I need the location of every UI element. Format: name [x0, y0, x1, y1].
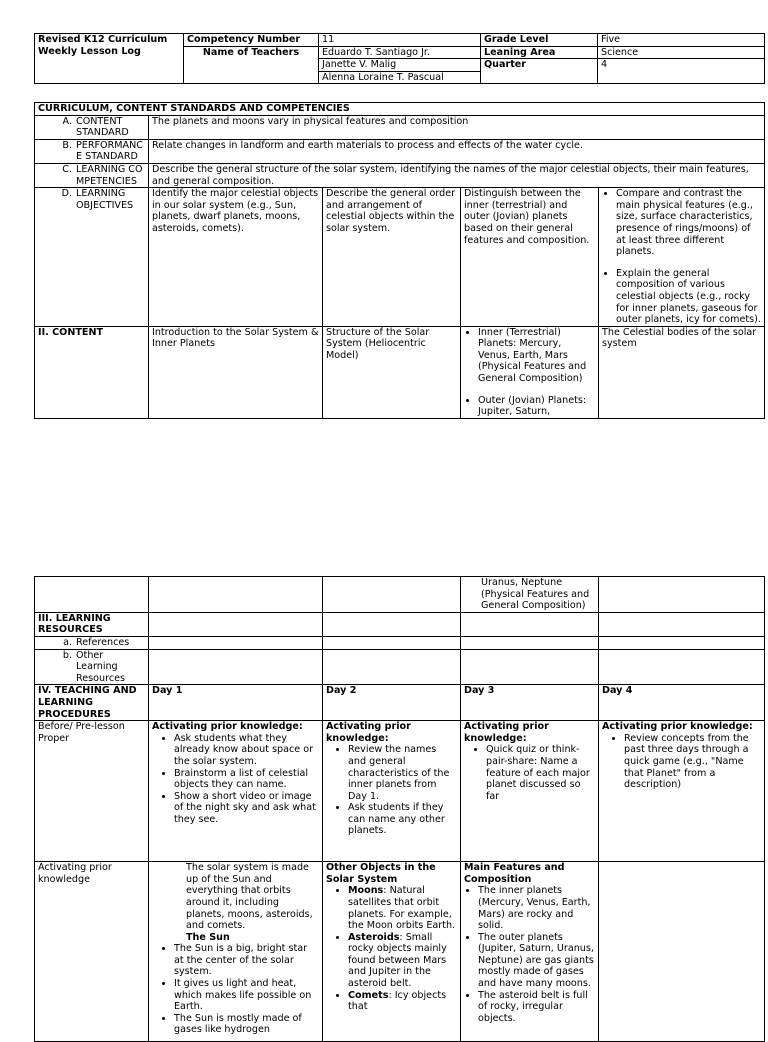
teacher-name: Janette V. Malig: [322, 59, 397, 71]
teachers-label: Name of Teachers: [184, 46, 319, 84]
activity-heading: Activating prior knowledge:: [464, 721, 549, 744]
empty-cell: [323, 577, 461, 613]
term: Moons: [348, 885, 384, 897]
content-4: The Celestial bodies of the solar system: [599, 326, 765, 418]
term: Asteroids: [348, 931, 400, 943]
definition: : Natural satellites that orbit planets. For example, the Moon orbits Earth.: [348, 885, 456, 932]
day1-intro: The solar system is made up of the Sun and everything that orbits around it, including planets, moons, asteroids, and comets.: [186, 862, 313, 932]
content-1: Introduction to the Solar System & Inner Planets: [149, 326, 323, 418]
area-value: Science: [598, 46, 765, 59]
empty-cell: [35, 577, 149, 613]
activity-bullet: • Show a short video or image of the night sky and ask what they see.: [174, 791, 319, 826]
day3-activating: [461, 862, 599, 1042]
objective-3: Distinguish between the inner (terrestrial) and outer (Jovian) planets based on their general features and composition.: [461, 188, 599, 327]
quarter-value: 4: [598, 59, 765, 84]
item-letter: C.: [62, 163, 72, 175]
competency-label: Competency Number: [184, 34, 319, 47]
other-objects-heading: Other Objects in the Solar System: [326, 862, 436, 885]
content-continued: Uranus, Neptune (Physical Features and General Composition): [461, 577, 599, 613]
sun-heading: The Sun: [186, 931, 230, 943]
activity-heading: Activating prior knowledge:: [602, 721, 753, 733]
activity-bullet: • Ask students what they already know about space or the solar system.: [174, 733, 319, 768]
item-letter: b.: [62, 649, 72, 661]
activity-bullet: • Review concepts from the past three days through a quick game (e.g., "Name that Planet" from a description): [624, 733, 761, 791]
grade-label: Grade Level: [481, 34, 598, 47]
day-header: Day 1: [149, 685, 323, 721]
grade-value: Five: [598, 34, 765, 47]
objective-1: Identify the major celestial objects in our solar system (e.g., Sun, planets, dwarf planets, moons, asteroids, comets).: [149, 188, 323, 327]
activating-label: Activating prior knowledge: [35, 862, 149, 1042]
learning-competencies-label: [35, 163, 149, 187]
procedures-label: IV. TEACHING AND LEARNING PROCEDURES: [35, 685, 149, 721]
day3-pre-lesson: [461, 721, 599, 862]
features-heading: Main Features and Composition: [464, 862, 565, 885]
label-text: LEARNING COMPETENCIES: [76, 163, 143, 187]
day-header: Day 2: [323, 685, 461, 721]
quarter-label: Quarter: [481, 59, 598, 84]
competency-value: 11: [319, 34, 481, 47]
activity-bullet: • Ask students if they can name any other planets.: [348, 802, 457, 837]
day4-pre-lesson: [599, 721, 765, 862]
content-label: II. CONTENT: [35, 326, 149, 418]
references-label: [35, 636, 149, 649]
empty-cell: [599, 577, 765, 613]
content-3: [461, 326, 599, 418]
objective-2: Describe the general order and arrangement of celestial objects within the solar system.: [323, 188, 461, 327]
item-letter: a.: [63, 636, 72, 648]
activity-bullet: • Review the names and general characteristics of the inner planets from Day 1.: [348, 744, 457, 802]
teacher-name: [319, 59, 481, 84]
term: Comets: [348, 989, 389, 1001]
teacher-name: Eduardo T. Santiago Jr.: [319, 46, 481, 59]
lesson-table-part-2: [34, 576, 765, 1042]
lesson-table-part-1: [34, 102, 765, 419]
item-letter: D.: [61, 188, 72, 200]
item-letter: B.: [62, 139, 72, 151]
label-text: References: [76, 636, 130, 648]
doc-title-line-2: Weekly Lesson Log: [38, 45, 141, 57]
activity-bullet: • Quick quiz or think-pair-share: Name a feature of each major planet discussed so far: [486, 744, 595, 802]
day1-activating: [149, 862, 323, 1042]
header-table: [34, 33, 765, 84]
day-header: Day 3: [461, 685, 599, 721]
activity-bullet: [348, 990, 457, 1013]
learning-competencies-value: Describe the general structure of the solar system, identifying the names of the major celestial objects, their main features, and general composition.: [149, 163, 765, 187]
label-text: Other Learning Resources: [76, 649, 125, 684]
day2-activating: [323, 862, 461, 1042]
ccc-heading: CURRICULUM, CONTENT STANDARDS AND COMPETENCIES: [35, 103, 765, 116]
content-bullet: • Outer (Jovian) Planets: Jupiter, Saturn,: [478, 395, 595, 418]
day-header: Day 4: [599, 685, 765, 721]
content-2: Structure of the Solar System (Heliocentric Model): [323, 326, 461, 418]
content-bullet: • Inner (Terrestrial) Planets: Mercury, Venus, Earth, Mars (Physical Features and General Composition): [478, 327, 595, 385]
definition: : Icy objects that: [348, 989, 447, 1013]
item-letter: A.: [62, 115, 72, 127]
activity-bullet: • The asteroid belt is full of rocky, irregular objects.: [478, 990, 595, 1025]
objective-bullet: • Explain the general composition of various celestial objects (e.g., rocky for inner planets, gaseous for outer planets, icy for comets).: [616, 268, 761, 326]
objective-bullet: • Compare and contrast the main physical features (e.g., size, surface characteristics, presence of rings/moons) of at least three different planets.: [616, 188, 761, 258]
day2-pre-lesson: [323, 721, 461, 862]
label-text: PERFORMANCE STANDARD: [76, 139, 143, 163]
day4-activating: [599, 862, 765, 1042]
learning-objectives-label: [35, 188, 149, 327]
activity-bullet: • The inner planets (Mercury, Venus, Earth, Mars) are rocky and solid.: [478, 885, 595, 931]
activity-bullet: • The outer planets (Jupiter, Saturn, Uranus, Neptune) are gas giants mostly made of gases and have many moons.: [478, 932, 595, 990]
other-resources-label: [35, 649, 149, 685]
doc-title: [35, 34, 184, 84]
label-text: CONTENT STANDARD: [76, 115, 129, 139]
pre-lesson-label: Before/ Pre-lesson Proper: [35, 721, 149, 862]
doc-title-line-1: Revised K12 Curriculum: [38, 34, 168, 45]
activity-heading: Activating prior knowledge:: [326, 721, 411, 744]
teacher-name: Alenna Loraine T. Pascual: [319, 71, 480, 84]
activity-bullet: [348, 885, 457, 931]
empty-cell: [149, 577, 323, 613]
activity-bullet: • It gives us light and heat, which makes life possible on Earth.: [174, 978, 319, 1013]
performance-standard-value: Relate changes in landform and earth materials to process and effects of the water cycle.: [149, 139, 765, 163]
day1-pre-lesson: [149, 721, 323, 862]
performance-standard-label: [35, 139, 149, 163]
activity-bullet: • The Sun is a big, bright star at the center of the solar system.: [174, 943, 319, 978]
activity-bullet: • The Sun is mostly made of gases like hydrogen: [174, 1013, 319, 1036]
activity-bullet: [348, 932, 457, 990]
activity-bullet: • Brainstorm a list of celestial objects they can name.: [174, 768, 319, 791]
activity-heading: Activating prior knowledge:: [152, 721, 303, 733]
area-label: Leaning Area: [481, 46, 598, 59]
definition: : Small rocky objects mainly found between Mars and Jupiter in the asteroid belt.: [348, 931, 447, 990]
label-text: LEARNING OBJECTIVES: [76, 188, 134, 211]
content-standard-label: [35, 115, 149, 139]
content-standard-value: The planets and moons vary in physical features and composition: [149, 115, 765, 139]
resources-label: III. LEARNING RESOURCES: [35, 612, 149, 636]
objective-4: [599, 188, 765, 327]
